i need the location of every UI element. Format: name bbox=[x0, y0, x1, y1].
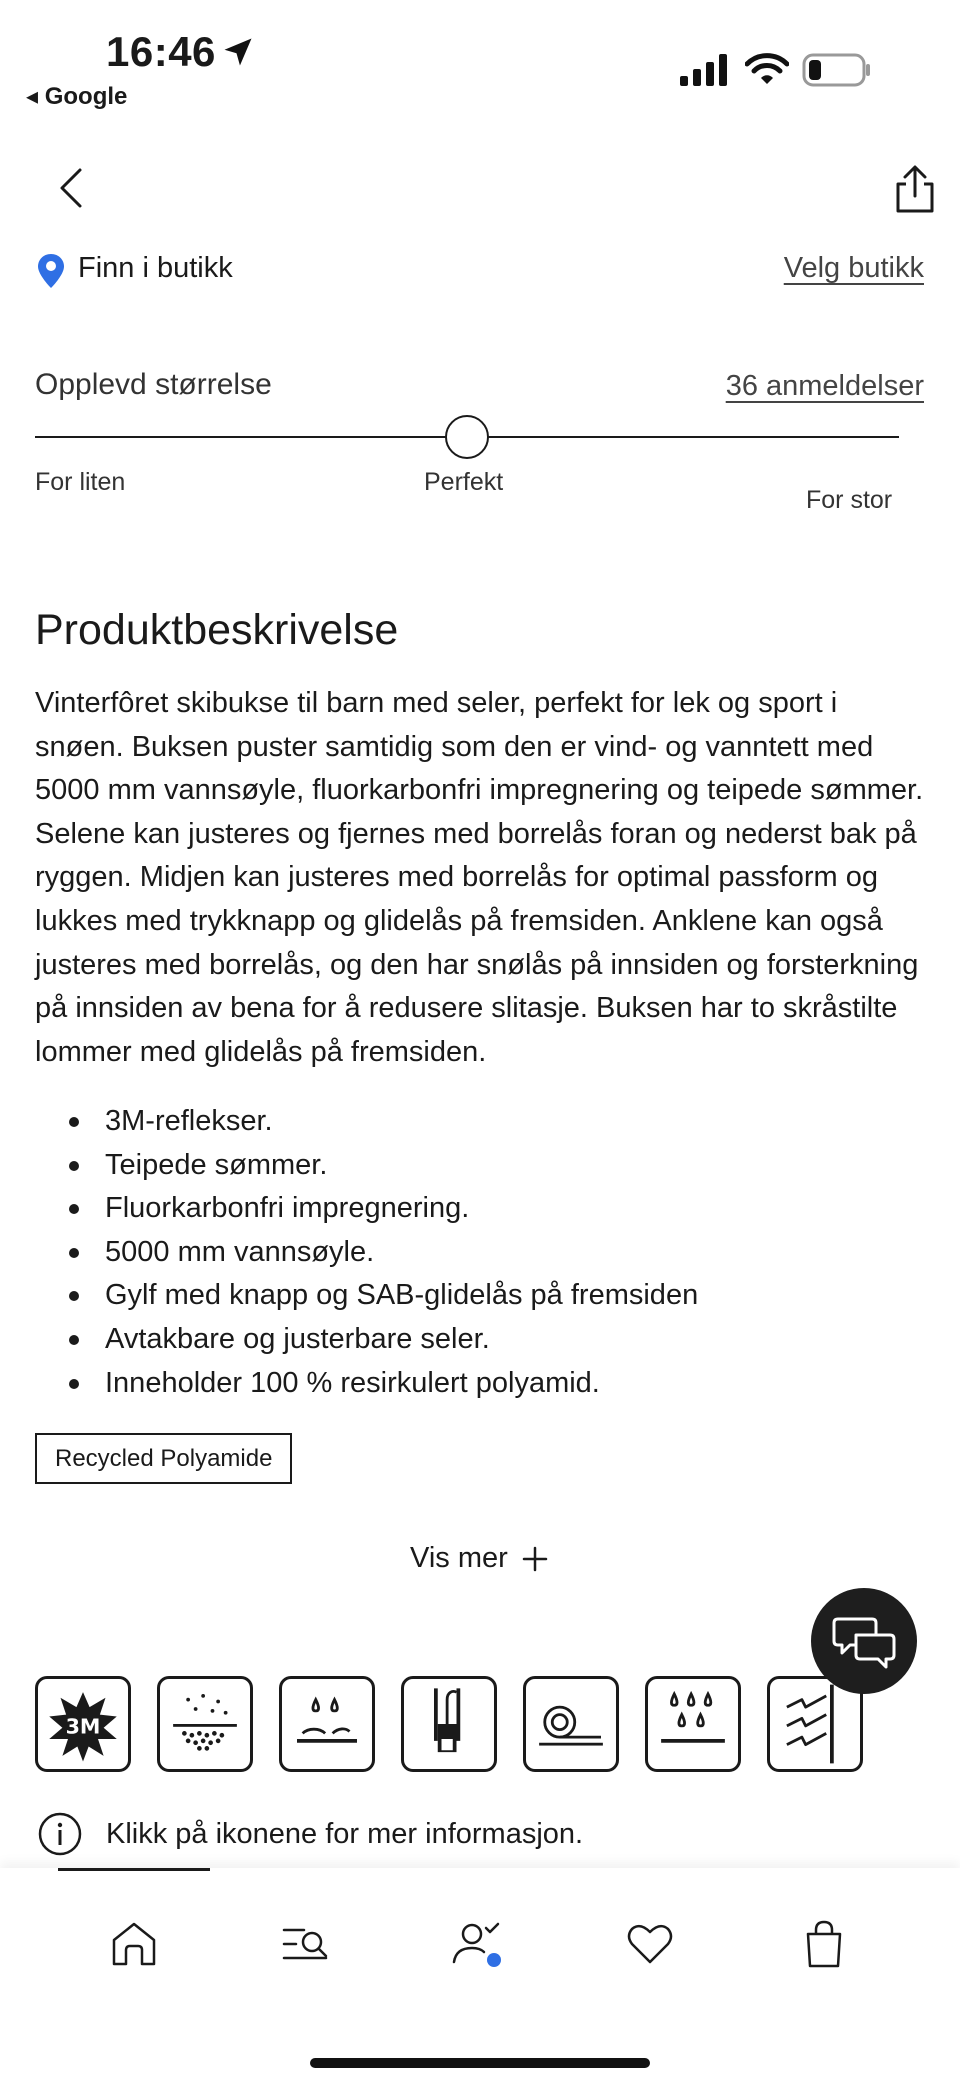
plus-icon bbox=[522, 1546, 548, 1572]
list-item: 3M-reflekser. bbox=[35, 1100, 925, 1144]
home-icon[interactable] bbox=[106, 1916, 162, 1972]
section-title: Produktbeskrivelse bbox=[35, 606, 399, 654]
active-tab-indicator bbox=[58, 1868, 210, 1871]
feature-icons-row bbox=[35, 1676, 895, 1774]
waterproof-icon[interactable] bbox=[279, 1676, 375, 1772]
share-icon[interactable] bbox=[893, 164, 937, 214]
shopping-bag-icon[interactable] bbox=[796, 1916, 852, 1972]
fit-too-large-label: For stor bbox=[806, 486, 893, 514]
search-menu-icon[interactable] bbox=[278, 1916, 334, 1972]
show-more-button[interactable] bbox=[410, 1542, 548, 1575]
taped-seams-icon[interactable] bbox=[523, 1676, 619, 1772]
wifi-icon bbox=[745, 52, 789, 86]
chat-button[interactable] bbox=[811, 1588, 917, 1694]
back-to-google-link[interactable]: ◂ Google bbox=[26, 83, 128, 110]
material-tag: Recycled Polyamide bbox=[35, 1433, 292, 1484]
icons-info-text: Klikk på ikonene for mer informasjon. bbox=[106, 1817, 584, 1850]
list-item: Gylf med knapp og SAB-glidelås på fremsiden bbox=[35, 1274, 925, 1318]
location-arrow-icon bbox=[220, 34, 256, 70]
reviews-link[interactable]: 36 anmeldelser bbox=[725, 370, 924, 402]
account-icon[interactable] bbox=[450, 1916, 506, 1972]
icons-info-row bbox=[38, 1812, 583, 1856]
status-time: 16:46 bbox=[106, 28, 216, 75]
list-item: Inneholder 100 % resirkulert polyamid. bbox=[35, 1362, 925, 1406]
fit-rating-label: Opplevd størrelse bbox=[35, 368, 272, 401]
show-more-label: Vis mer bbox=[410, 1542, 508, 1574]
list-item: Avtakbare og justerbare seler. bbox=[35, 1318, 925, 1362]
list-item: Fluorkarbonfri impregnering. bbox=[35, 1187, 925, 1231]
favorites-heart-icon[interactable] bbox=[622, 1916, 678, 1972]
choose-store-link[interactable]: Velg butikk bbox=[783, 252, 924, 284]
location-pin-icon bbox=[36, 253, 66, 289]
fit-rating-thumb bbox=[445, 415, 489, 459]
fit-perfect-label: Perfekt bbox=[424, 468, 504, 496]
battery-icon bbox=[802, 52, 872, 88]
home-indicator bbox=[310, 2058, 650, 2068]
product-description: Vinterfôret skibukse til barn med seler, perfekt for lek og sport i snøen. Buksen puster samtidig som den er vind- og vanntett med 5000 mm vannsøyle, fluorkarbonfri impregnering og teipede sømmer. Selene kan justeres og fjernes med borrelås foran og nederst bak på ryggen. Midjen kan justeres med borrelås for optimal passform og lukkes med trykknapp og glidelås på fremsiden. Anklene kan også justeres med borrelås, og den har snølås på innsiden og forsterkning på innsiden av bena for å redusere slitasje. Buksen har to skråstilte lommer med glidelås på fremsiden. bbox=[35, 687, 924, 1068]
breathable-icon[interactable] bbox=[157, 1676, 253, 1772]
info-icon bbox=[38, 1812, 82, 1856]
bottom-tab-bar bbox=[0, 1868, 960, 2086]
status-bar bbox=[0, 0, 960, 120]
list-item: 5000 mm vannsøyle. bbox=[35, 1231, 925, 1275]
list-item: Teipede sømmer. bbox=[35, 1144, 925, 1188]
chevron-left-icon[interactable] bbox=[56, 166, 86, 210]
waterproof-zipper-icon[interactable] bbox=[401, 1676, 497, 1772]
feature-list bbox=[35, 1100, 925, 1405]
3m-text: 3M bbox=[65, 1714, 101, 1739]
cellular-signal-icon bbox=[680, 54, 730, 86]
fit-too-small-label: For liten bbox=[35, 468, 126, 496]
find-in-store-label[interactable]: Finn i butikk bbox=[78, 252, 233, 284]
chat-bubbles-icon bbox=[832, 1613, 896, 1669]
water-repellent-icon[interactable] bbox=[645, 1676, 741, 1772]
3m-reflective-icon[interactable] bbox=[35, 1676, 131, 1772]
